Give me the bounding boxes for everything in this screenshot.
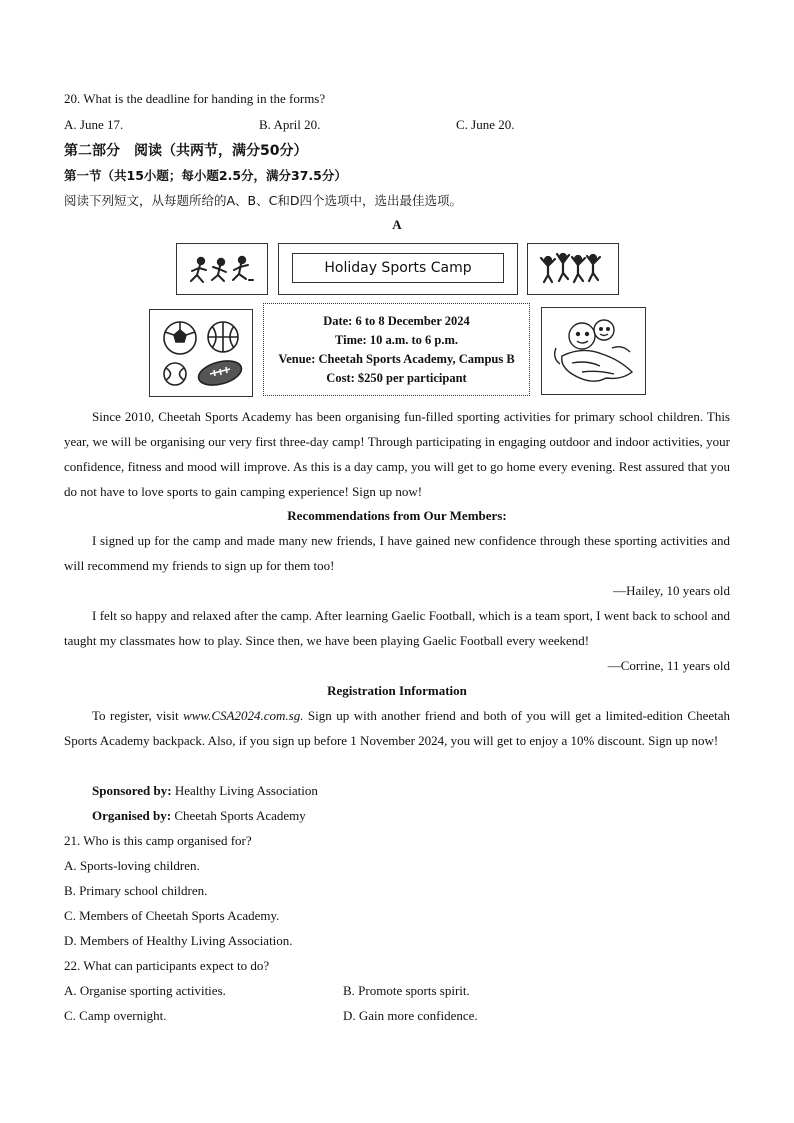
q21-option-c: C. Members of Cheetah Sports Academy. xyxy=(64,908,280,923)
recommendation-hailey: I signed up for the camp and made many new friends, I have gained new confidence through these sporting activities and will recommend my friends to sign up for them too! xyxy=(64,533,730,573)
q21-option-b: B. Primary school children. xyxy=(64,883,208,898)
sponsor-name: Healthy Living Association xyxy=(171,783,318,798)
q22-option-c: C. Camp overnight. xyxy=(64,1008,167,1023)
registration-url: www.CSA2024.com.sg. xyxy=(183,708,304,723)
subsection-title: 第一节（共15小题；每小题2.5分，满分37.5分） xyxy=(64,168,347,183)
q20-option-b: B. April 20. xyxy=(259,117,321,132)
organiser-line xyxy=(92,808,306,824)
registration-text xyxy=(64,703,730,753)
recommendations-heading: Recommendations from Our Members: xyxy=(287,508,507,523)
camp-info-box xyxy=(263,303,530,396)
sponsor-label: Sponsored by: xyxy=(92,783,172,798)
camp-cost: Cost: $250 per participant xyxy=(326,371,467,385)
organiser-label: Organised by: xyxy=(92,808,172,823)
passage-intro: Since 2010, Cheetah Sports Academy has been organising fun-filled sporting activities for primary school children. This year, we will be organising our very first three-day camp! Through participating in engaging outdoor and indoor activities, your confidence, fitness and mood will improve. As this is a day camp, you will get to go home every evening. Rest assured that you do not have to love sports to gain camping experience! Sign up now! xyxy=(64,409,730,499)
instruction: 阅读下列短文，从每题所给的A、B、C和D四个选项中，选出最佳选项。 xyxy=(64,193,462,208)
camp-date: Date: 6 to 8 December 2024 xyxy=(323,314,470,328)
q20-option-a: A. June 17. xyxy=(64,117,124,132)
registration-text-post: Sign up with another friend and both of you will get a limited-edition Cheetah Sports Academy backpack. Also, if you sign up before 1 November 2024, you will get to enjoy a 10% discount. Sign up now! xyxy=(64,708,730,748)
part-title: 第二部分 阅读（共两节，满分50分） xyxy=(64,143,308,159)
poster-title: Holiday Sports Camp xyxy=(292,253,504,283)
camp-time: Time: 10 a.m. to 6 p.m. xyxy=(334,333,459,347)
q22-option-d: D. Gain more confidence. xyxy=(343,1008,478,1023)
registration-heading: Registration Information xyxy=(327,683,467,698)
sports-balls-image xyxy=(149,309,253,397)
recommendation-hailey-author: —Hailey, 10 years old xyxy=(613,583,730,598)
jumping-people-image xyxy=(527,243,619,295)
camp-venue: Venue: Cheetah Sports Academy, Campus B xyxy=(278,352,515,366)
q21-question: 21. Who is this camp organised for? xyxy=(64,833,252,848)
q22-option-a: A. Organise sporting activities. xyxy=(64,983,226,998)
q21-option-d: D. Members of Healthy Living Association. xyxy=(64,933,293,948)
q22-option-b: B. Promote sports spirit. xyxy=(343,983,470,998)
q21-option-a: A. Sports-loving children. xyxy=(64,858,200,873)
recommendation-corrine: I felt so happy and relaxed after the camp. After learning Gaelic Football, which is a team sport, I went back to school and taught my classmates how to play. Since then, we have been playing Gaelic Football every weekend! xyxy=(64,608,730,648)
recommendation-corrine-author: —Corrine, 11 years old xyxy=(607,658,730,673)
sponsor-line xyxy=(92,783,318,799)
organiser-name: Cheetah Sports Academy xyxy=(171,808,306,823)
q22-question: 22. What can participants expect to do? xyxy=(64,958,270,973)
runners-image xyxy=(176,243,268,295)
q20-option-c: C. June 20. xyxy=(456,117,515,132)
q20-question: 20. What is the deadline for handing in the forms? xyxy=(64,91,326,106)
registration-text-pre: To register, visit xyxy=(92,708,184,723)
passage-letter: A xyxy=(392,217,402,232)
cartoon-image xyxy=(541,307,646,395)
